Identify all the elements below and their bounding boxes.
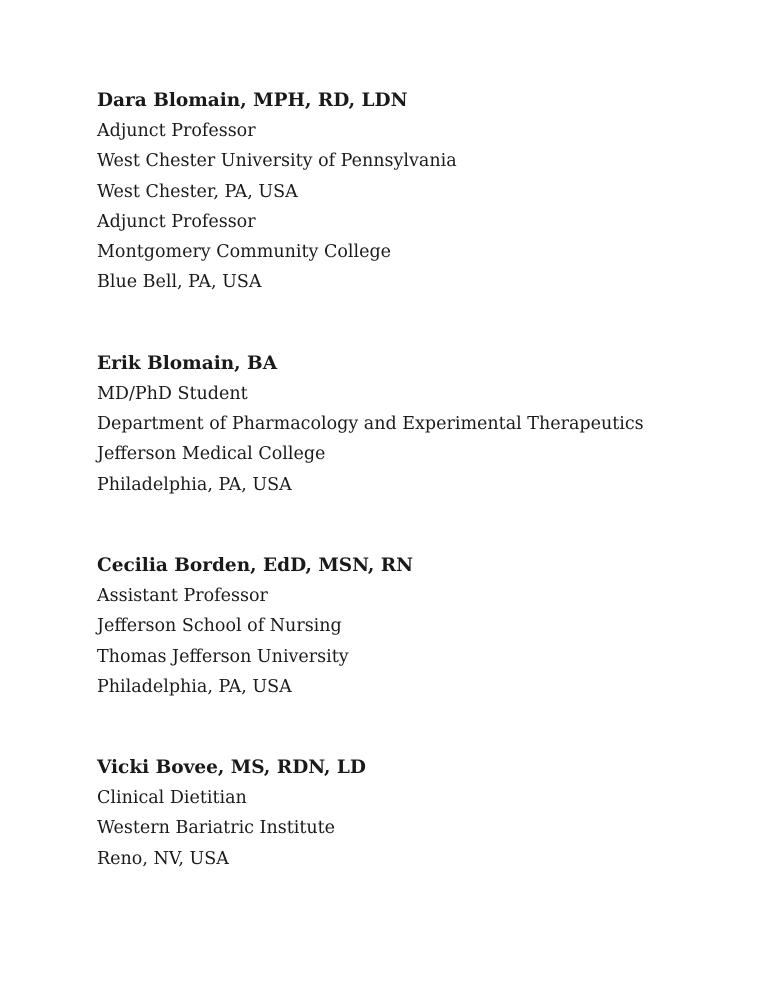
affiliation-line: Thomas Jefferson University xyxy=(97,646,349,667)
affiliation-line: West Chester University of Pennsylvania xyxy=(97,151,457,172)
affiliation-line: Blue Bell, PA, USA xyxy=(97,272,262,293)
contributor-name: Erik Blomain, BA xyxy=(97,352,278,374)
affiliation-line: Montgomery Community College xyxy=(97,242,392,263)
affiliation-line: Philadelphia, PA, USA xyxy=(97,676,292,697)
affiliation-line: Reno, NV, USA xyxy=(97,848,229,869)
affiliation-line: West Chester, PA, USA xyxy=(97,181,298,202)
affiliation-line: MD/PhD Student xyxy=(97,383,248,404)
contributor-entry xyxy=(97,551,737,702)
affiliation-line: Jefferson Medical College xyxy=(97,444,326,465)
affiliation-line: Jefferson School of Nursing xyxy=(97,616,342,637)
contributor-name: Cecilia Borden, EdD, MSN, RN xyxy=(97,554,414,576)
affiliation-line: Department of Pharmacology and Experimental Therapeutics xyxy=(97,414,644,435)
contributor-name: Dara Blomain, MPH, RD, LDN xyxy=(97,90,408,111)
affiliation-line: Assistant Professor xyxy=(97,585,268,606)
contributor-entry xyxy=(97,349,737,500)
contributor-name: Vicki Bovee, MS, RDN, LD xyxy=(97,757,366,779)
affiliation-line: Philadelphia, PA, USA xyxy=(97,474,292,495)
affiliation-line: Adjunct Professor xyxy=(97,121,256,141)
contributor-list xyxy=(97,86,737,925)
affiliation-line: Clinical Dietitian xyxy=(97,788,247,809)
affiliation-line: Adjunct Professor xyxy=(97,211,256,232)
affiliation-line: Western Bariatric Institute xyxy=(97,818,336,839)
contributor-entry xyxy=(97,86,737,298)
contributor-entry xyxy=(97,753,737,874)
